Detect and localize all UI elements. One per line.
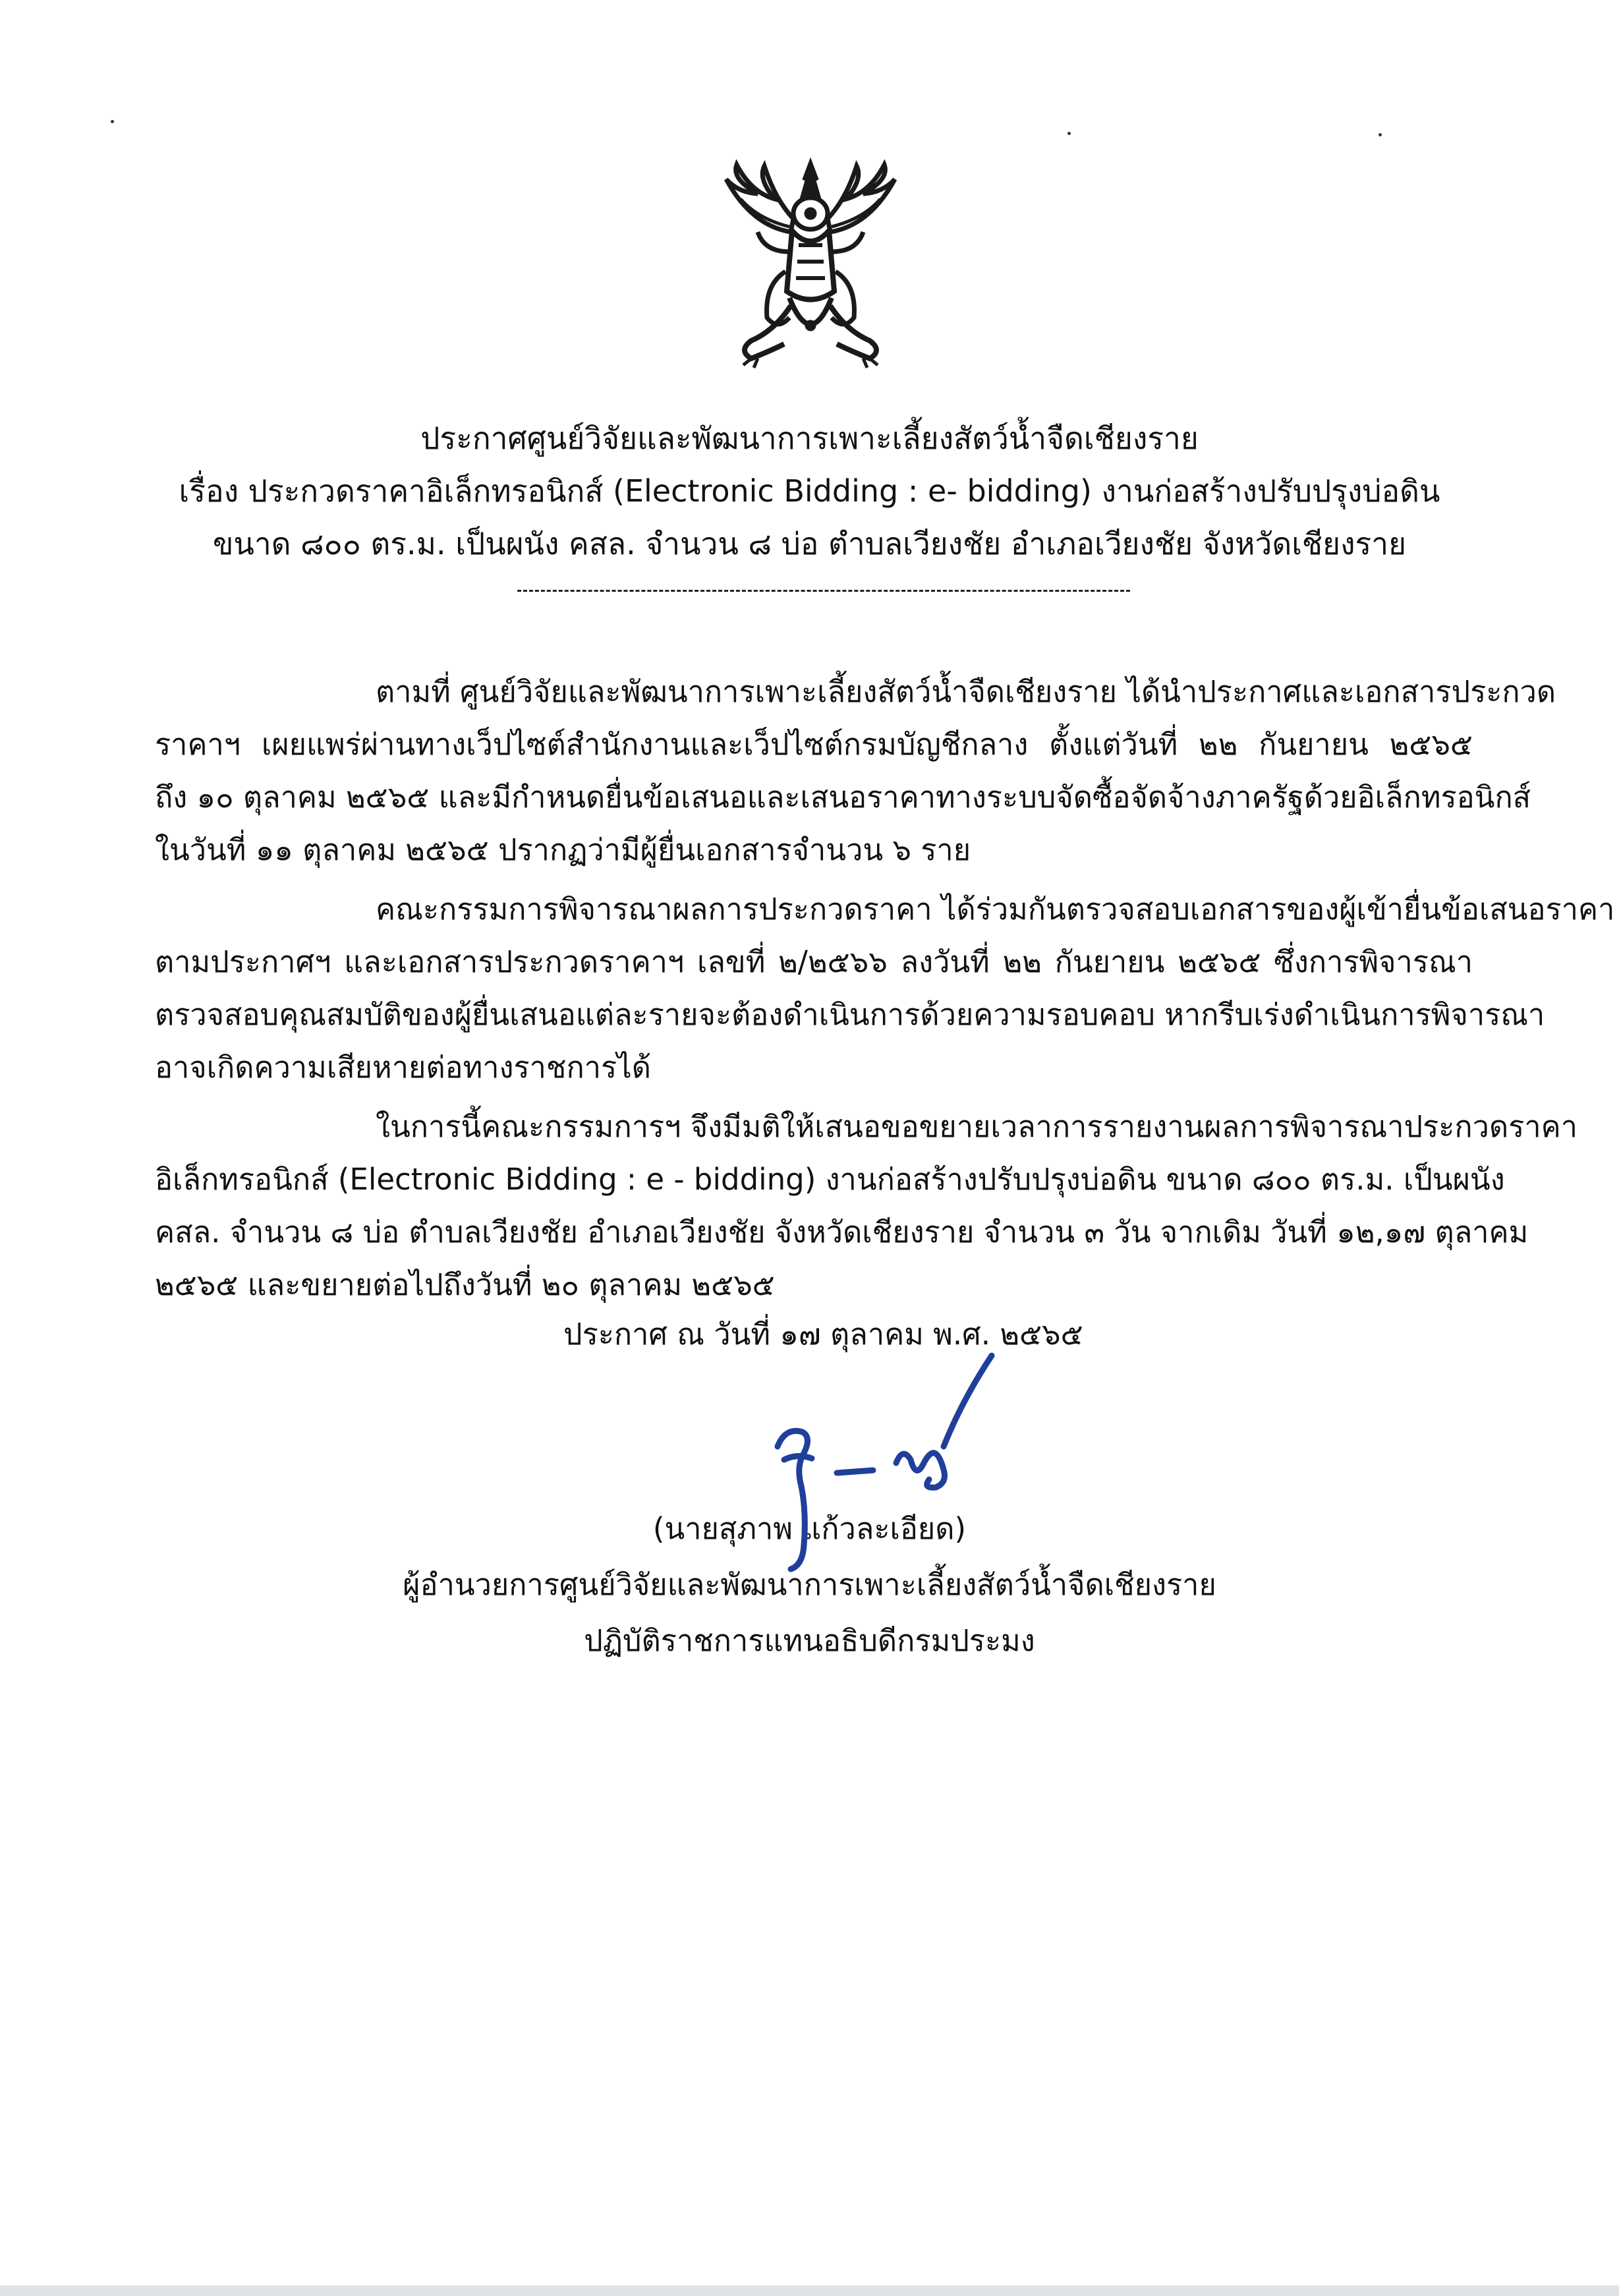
signatory-position: ผู้อำนวยการศูนย์วิจัยและพัฒนาการเพาะเลี้ยงสัตว์น้ำจืดเชียงราย xyxy=(403,1567,1216,1602)
paragraph-2 xyxy=(155,883,1615,1094)
scan-speck xyxy=(1378,133,1382,136)
paragraph-line: อิเล็กทรอนิกส์ (Electronic Bidding : e - bidding) งานก่อสร้างปรับปรุงบ่อดิน ขนาด ๘๐๐ ตร.ม. เป็นผนัง xyxy=(155,1162,1505,1197)
garuda-emblem-icon xyxy=(712,153,909,370)
paragraph-line: ๒๕๖๕ และขยายต่อไปถึงวันที่ ๒๐ ตุลาคม ๒๕๖๕ xyxy=(155,1267,775,1302)
handwritten-signature xyxy=(738,1348,1028,1572)
paragraph-line: ในวันที่ ๑๑ ตุลาคม ๒๕๖๕ ปรากฏว่ามีผู้ยื่นเอกสารจำนวน ๖ ราย xyxy=(155,832,971,867)
paragraph-line: ในการนี้คณะกรรมการฯ จึงมีมติให้เสนอขอขยายเวลาการรายงานผลการพิจารณาประกวดราคา xyxy=(376,1109,1577,1144)
signatory-name: (นายสุภาพ แก้วละเอียด) xyxy=(652,1511,967,1546)
scan-speck xyxy=(1067,132,1071,135)
announcement-title: ประกาศศูนย์วิจัยและพัฒนาการเพาะเลี้ยงสัตว์น้ำจืดเชียงราย xyxy=(420,420,1199,456)
paragraph-line: อาจเกิดความเสียหายต่อทางราชการได้ xyxy=(155,1050,652,1085)
paragraph-1 xyxy=(155,666,1556,876)
scan-speck xyxy=(111,120,114,123)
signatory-acting-for: ปฏิบัติราชการแทนอธิบดีกรมประมง xyxy=(584,1623,1035,1658)
separator-line xyxy=(517,590,1130,592)
paragraph-line: คณะกรรมการพิจารณาผลการประกวดราคา ได้ร่วมกันตรวจสอบเอกสารของผู้เข้ายื่นข้อเสนอราคา xyxy=(376,892,1615,927)
paragraph-line: ตามที่ ศูนย์วิจัยและพัฒนาการเพาะเลี้ยงสัตว์น้ำจืดเชียงราย ได้นำประกาศและเอกสารประกวด xyxy=(376,674,1556,709)
paragraph-line: คสล. จำนวน ๘ บ่อ ตำบลเวียงชัย อำเภอเวียงชัย จังหวัดเชียงราย จำนวน ๓ วัน จากเดิม วันที่ ๑๒,๑๗ ตุลาคม xyxy=(155,1215,1529,1249)
paragraph-line: ตรวจสอบคุณสมบัติของผู้ยื่นเสนอแต่ละรายจะต้องดำเนินการด้วยความรอบคอบ หากรีบเร่งดำเนินการพิจารณา xyxy=(155,997,1545,1032)
paragraph-line: ตามประกาศฯ และเอกสารประกวดราคาฯ เลขที่ ๒/๒๕๖๖ ลงวันที่ ๒๒ กันยายน ๒๕๖๕ ซึ่งการพิจารณา xyxy=(155,944,1473,979)
paragraph-3 xyxy=(155,1101,1577,1311)
announcement-date: ประกาศ ณ วันที่ ๑๗ ตุลาคม พ.ศ. ๒๕๖๕ xyxy=(563,1317,1083,1352)
announcement-subject: เรื่อง ประกวดราคาอิเล็กทรอนิกส์ (Electronic Bidding : e- bidding) งานก่อสร้างปรับปรุงบ่อดิน xyxy=(179,473,1440,509)
announcement-subject-continued: ขนาด ๘๐๐ ตร.ม. เป็นผนัง คสล. จำนวน ๘ บ่อ ตำบลเวียงชัย อำเภอเวียงชัย จังหวัดเชียงราย xyxy=(212,526,1407,561)
scan-bottom-edge xyxy=(0,2285,1619,2296)
paragraph-line: ราคาฯ เผยแพร่ผ่านทางเว็ปไซต์สำนักงานและเว็ปไซต์กรมบัญชีกลาง ตั้งแต่วันที่ ๒๒ กันยายน ๒๕๖๕ xyxy=(155,727,1473,762)
paragraph-line: ถึง ๑๐ ตุลาคม ๒๕๖๕ และมีกำหนดยื่นข้อเสนอและเสนอราคาทางระบบจัดซื้อจัดจ้างภาครัฐด้วยอิเล็กทรอนิกส์ xyxy=(155,780,1531,815)
